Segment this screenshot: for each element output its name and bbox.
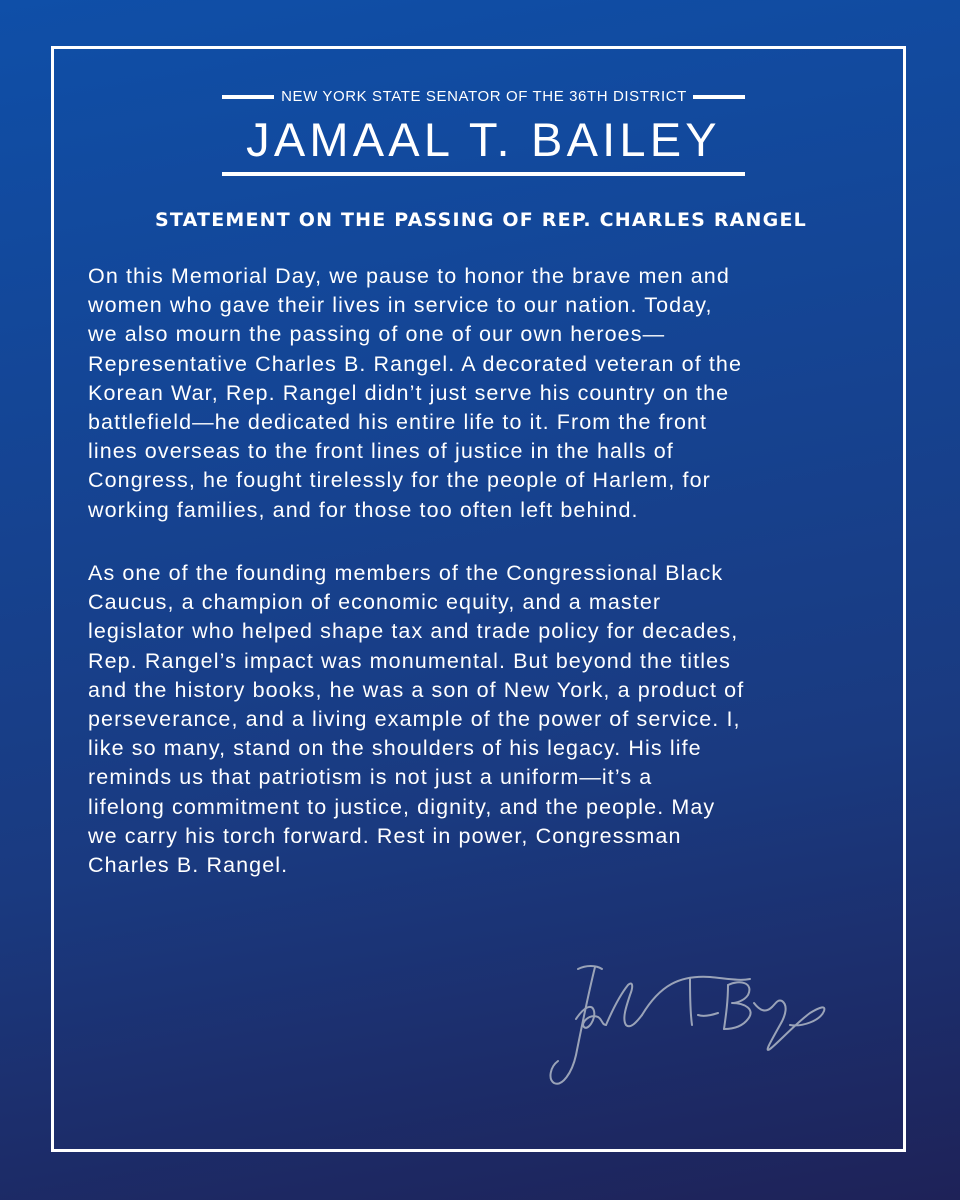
statement-paragraph-1: On this Memorial Day, we pause to honor the brave men and women who gave their lives in service to our nation. Today, we also mourn the passing of one of our own heroes— Representative Charles B. Rangel. A decorated veteran of the Korean War, Rep. Rangel didn’t just serve his country on the battlefield—he dedicated his entire life to it. From the front lines overseas to the front lines of justice in the halls of Congress, he fought tirelessly for the people of Harlem, for working families, and for those too often left behind. (88, 264, 743, 522)
header-rule-left (222, 95, 274, 99)
name-underline (222, 172, 745, 176)
signature-icon (540, 955, 840, 1095)
senator-name: JAMAAL T. BAILEY (246, 113, 721, 166)
senator-subtitle: NEW YORK STATE SENATOR OF THE 36TH DISTRICT (281, 88, 687, 105)
statement-title: STATEMENT ON THE PASSING OF REP. CHARLES RANGEL (155, 209, 807, 231)
header-rule-right (693, 95, 745, 99)
statement-paragraph-2: As one of the founding members of the Congressional Black Caucus, a champion of economic equity, and a master legislator who helped shape tax and trade policy for decades, Rep. Rangel’s impact was monumental. But beyond the titles and the history books, he was a son of New York, a product of perseverance, and a living example of the power of service. I, like so many, stand on the shoulders of his legacy. His life reminds us that patriotism is not just a uniform—it’s a lifelong commitment to justice, dignity, and the people. May we carry his torch forward. Rest in power, Congressman Charles B. Rangel. (88, 561, 745, 878)
